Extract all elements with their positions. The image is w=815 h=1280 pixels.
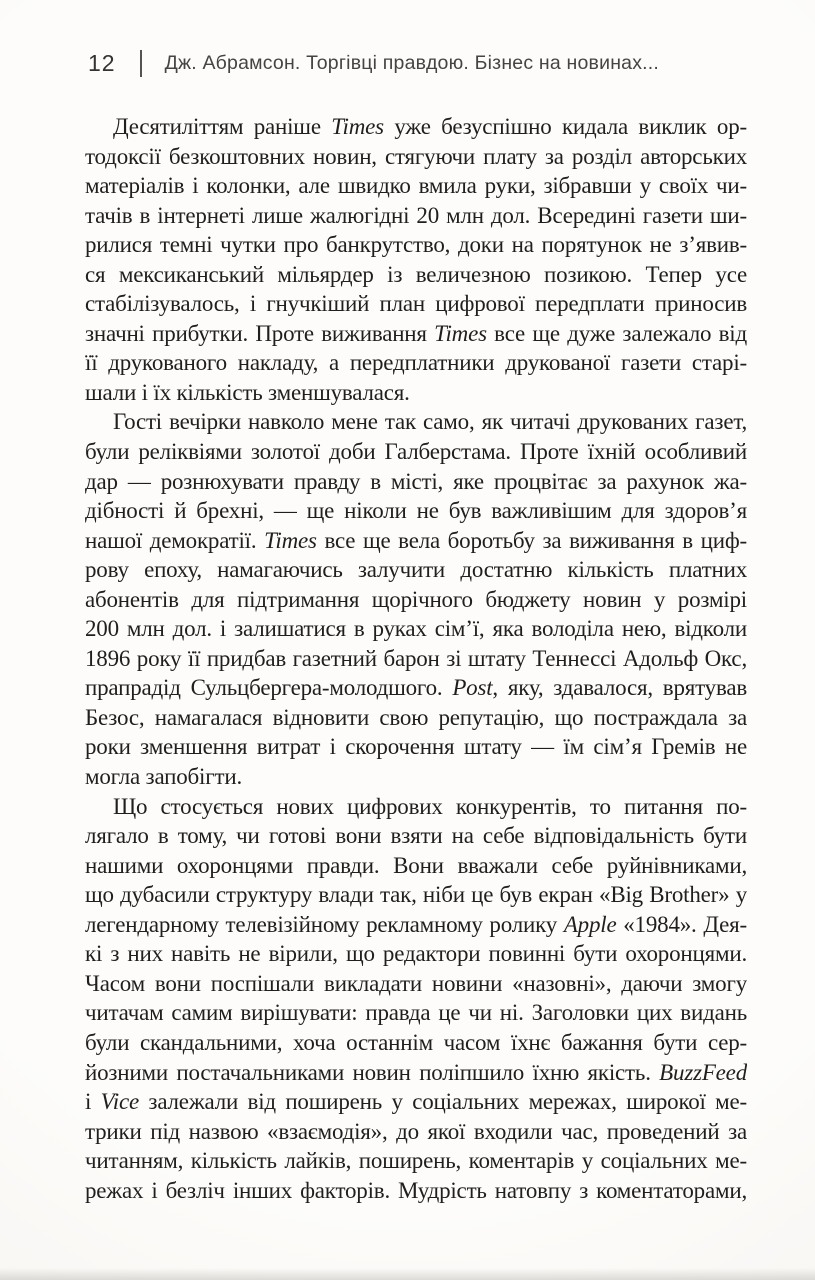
text-run: дібності й брехні, — ще ніколи не був важливішим для здоров’я [85,498,747,524]
text-run: Часом вони поспішали викладати новини «назовні», даючи змогу [85,970,747,996]
running-title: Дж. Абрамсон. Торгівці правдою. Бізнес на новинах... [164,52,660,74]
text-run: матеріалів і колонки, але швидко вмила руки, зібравши у своїх чи- [85,173,747,199]
text-run: дар — рознюхувати правду в місті, яке процвітає за рахунок жа- [85,468,747,494]
text-run: Що стосується нових цифрових конкурентів, то питання по- [113,793,747,819]
text-line [85,585,747,615]
text-line [85,526,747,556]
text-run: стабілізувалось, і гнучкіший план цифрової передплати приносив [85,291,747,317]
text-run: що дубасили структуру влади так, ніби це був екран «Big Brother» у [85,882,747,908]
text-line [85,496,747,526]
text-run: трики під назвою «взаємодія», до якої входили час, проведений за [85,1118,747,1144]
text-run: значні прибутки. Проте виживання [85,320,435,346]
text-line [85,614,747,644]
text-run: були реліквіями золотої доби Галберстама. Проте їхній особливий [85,439,747,465]
italic-text-run: Times [264,527,317,553]
text-run: уже безуспішно кидала виклик ор- [383,114,747,139]
text-run: могла запобігти. [85,764,242,790]
text-run: легендарному телевізійному рекламному ролику [85,911,564,937]
text-line [85,142,747,172]
italic-text-run: Apple [563,911,617,937]
text-line [85,319,747,349]
text-run: все ще дуже залежало від [486,320,747,346]
text-line [85,969,747,999]
text-run: тодоксії безкоштовних новин, стягуючи плату за розділ авторських [85,143,747,169]
text-line [85,1028,747,1058]
text-run: нашими охоронцями правди. Вони вважали себе руйнівниками, [85,852,747,878]
text-run: її друкованого накладу, а передплатники друкованої газети старі- [85,350,747,376]
text-line [85,1176,747,1206]
italic-text-run: Times [434,320,487,346]
text-run: «1984». Дея- [616,911,747,937]
text-line [85,1146,747,1176]
text-line [85,171,747,201]
text-line [85,378,747,408]
text-run: читанням, кількість лайків, поширень, коментарів у соціальних ме- [85,1148,747,1174]
text-line [85,348,747,378]
text-run: йозними постачальниками новин поліпшило їхню якість. [85,1059,660,1085]
text-run: кі з них навіть не вірили, що редактори повинні бути охоронцями. [85,941,747,967]
text-run: 200 млн дол. і залишатися в руках сім’ї, яка володіла нею, відколи [85,616,747,642]
page-number: 12 [88,50,116,76]
text-run: Гості вечірки навколо мене так само, як читачі друкованих газет, [113,409,747,435]
text-run: Безос, намагалася відновити свою репутацію, що постраждала за [85,704,747,730]
text-line [85,673,747,703]
text-line [85,821,747,851]
text-line [85,437,747,467]
text-line [85,998,747,1028]
header-divider [140,50,142,77]
text-line [85,762,747,792]
text-line [85,555,747,585]
text-line [85,1117,747,1147]
text-line [85,851,747,881]
text-run: абонентів для підтримання щорічного бюджету новин у розмірі [85,586,747,612]
text-run: рилися темні чутки про банкрутство, доки на порятунок не з’явив- [85,232,747,258]
text-line [85,289,747,319]
text-run: все ще вела боротьбу за виживання в циф- [316,527,747,553]
page-header [88,50,659,77]
text-line [85,644,747,674]
italic-text-run: Vice [100,1089,139,1115]
text-run: лягало в тому, чи готові вони взяти на себе відповідальність бути [85,823,747,849]
text-line [85,230,747,260]
text-run: 1896 року її придбав газетний барон зі штату Теннессі Адольф Окс, [85,645,747,671]
text-line [85,467,747,497]
text-line [85,112,747,142]
text-run: нашої демократії. [85,527,265,553]
text-line [85,703,747,733]
italic-text-run: Post [452,675,493,701]
italic-text-run: BuzzFeed [659,1059,747,1085]
text-line [85,792,747,822]
text-run: , яку, здавалося, врятував [492,675,747,701]
text-run: прапрадід Сульцбергера-молодшого. [85,675,453,701]
text-line [85,201,747,231]
text-line [85,880,747,910]
text-run: Десятиліттям раніше [113,114,332,139]
text-line [85,939,747,969]
text-run: ся мексиканський мільярдер із величезною позикою. Тепер усе [85,261,747,287]
text-run: залежали від поширень у соціальних мережах, широкої ме- [139,1089,747,1115]
text-run: шали і їх кількість зменшувалася. [85,379,410,405]
body-text [85,112,747,1205]
italic-text-run: Times [331,114,384,139]
text-run: рову епоху, намагаючись залучити достатню кількість платних [85,557,747,583]
text-line [85,1087,747,1117]
text-run: і [85,1089,101,1115]
text-run: були скандальними, хоча останнім часом їхнє бажання бути сер- [85,1029,747,1055]
text-line [85,260,747,290]
text-run: роки зменшення витрат і скорочення штату — їм сім’я Гремів не [85,734,747,760]
text-run: режах і безліч інших факторів. Мудрість натовпу з коментаторами, [85,1177,747,1203]
text-run: тачів в інтернеті лише жалюгідні 20 млн дол. Всередині газети ши- [85,202,747,228]
text-line [85,1058,747,1088]
text-line [85,910,747,940]
text-run: читачам самим вирішувати: правда це чи ні. Заголовки цих видань [85,1000,747,1026]
text-line [85,732,747,762]
text-line [85,407,747,437]
